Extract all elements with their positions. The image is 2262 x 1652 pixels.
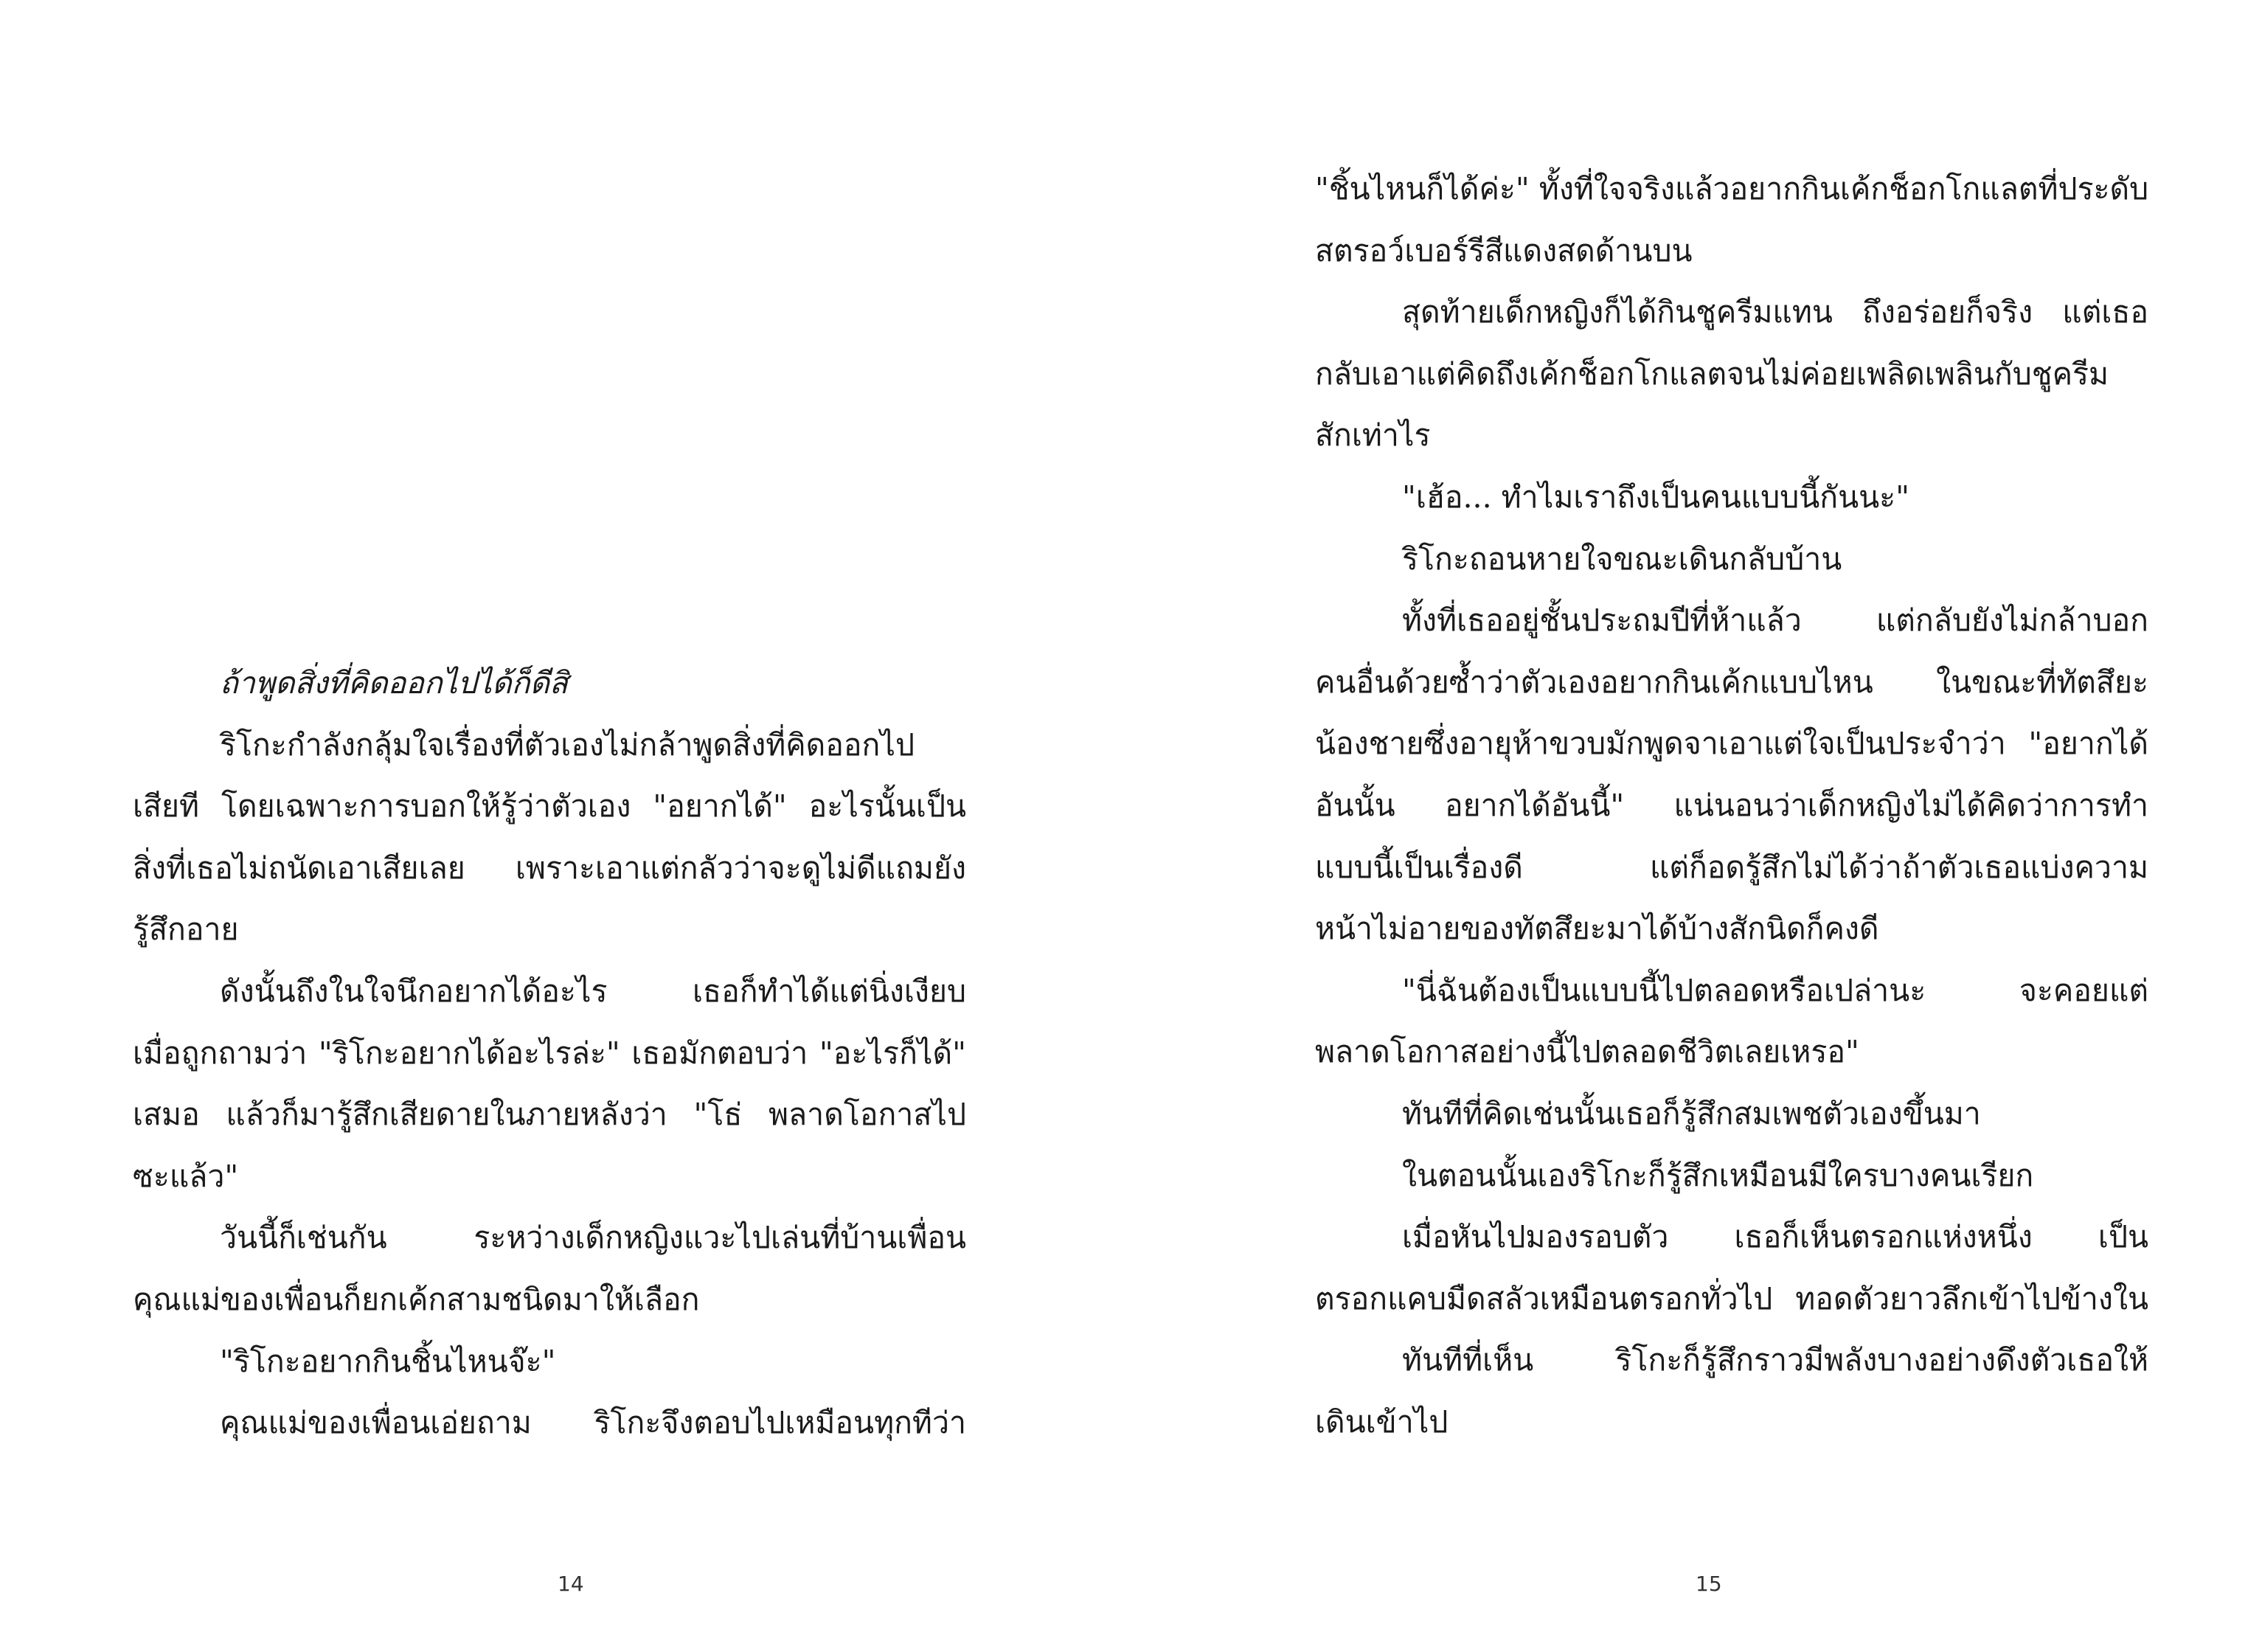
left-page-text <box>133 653 966 1454</box>
text-line: ทั้งที่เธออยู่ชั้นประถมปีที่ห้าแล้ว แต่กลับยังไม่กล้าบอก <box>1402 603 2148 639</box>
text-line: กลับเอาแต่คิดถึงเค้กช็อกโกแลตจนไม่ค่อยเพลิดเพลินกับชูครีม <box>1315 355 2109 392</box>
text-line: อันนั้น อยากได้อันนี้" แน่นอนว่าเด็กหญิงไม่ได้คิดว่าการทำ <box>1315 787 2148 823</box>
text-line: "ริโกะอยากกินชิ้นไหนจ๊ะ" <box>220 1343 556 1379</box>
text-line: เมื่อถูกถามว่า "ริโกะอยากได้อะไรล่ะ" เธอมักตอบว่า "อะไรก็ได้" <box>133 1035 966 1071</box>
text-line: เมื่อหันไปมองรอบตัว เธอก็เห็นตรอกแห่งหนึ่ง เป็น <box>1402 1219 2148 1255</box>
text-line: หน้าไม่อายของทัตสึยะมาได้บ้างสักนิดก็คงดี <box>1315 911 1879 947</box>
text-line: ทันทีที่เห็น ริโกะก็รู้สึกราวมีพลังบางอย่างดึงตัวเธอให้ <box>1402 1342 2148 1378</box>
text-line: สักเท่าไร <box>1315 417 1431 454</box>
text-line: วันนี้ก็เช่นกัน ระหว่างเด็กหญิงแวะไปเล่นที่บ้านเพื่อน <box>220 1220 966 1256</box>
text-line: น้องชายซึ่งอายุห้าขวบมักพูดจาเอาแต่ใจเป็นประจำว่า "อยากได้ <box>1315 726 2148 762</box>
text-line: ซะแล้ว" <box>133 1158 239 1194</box>
text-line: เสมอ แล้วก็มารู้สึกเสียดายในภายหลังว่า "โธ่ พลาดโอกาสไป <box>133 1097 966 1133</box>
text-line: เดินเข้าไป <box>1315 1403 1449 1440</box>
text-line: ริโกะกำลังกลุ้มใจเรื่องที่ตัวเองไม่กล้าพูดสิ่งที่คิดออกไป <box>220 726 915 763</box>
text-line: พลาดโอกาสอย่างนี้ไปตลอดชีวิตเลยเหรอ" <box>1315 1034 1859 1070</box>
text-line: "นี่ฉันต้องเป็นแบบนี้ไปตลอดหรือเปล่านะ จะคอยแต่ <box>1402 972 2148 1008</box>
text-line: คนอื่นด้วยซ้ำว่าตัวเองอยากกินเค้กแบบไหน ในขณะที่ทัตสึยะ <box>1315 664 2148 700</box>
text-line: รู้สึกอาย <box>133 912 239 948</box>
right-page <box>1131 0 2262 1652</box>
page-number: 15 <box>1696 1572 1722 1596</box>
text-line: "ชิ้นไหนก็ได้ค่ะ" ทั้งที่ใจจริงแล้วอยากกินเค้กช็อกโกแลตที่ประดับ <box>1315 171 2148 206</box>
text-line: คุณแม่ของเพื่อนก็ยกเค้กสามชนิดมาให้เลือก <box>133 1281 700 1317</box>
italic-opening-line: ถ้าพูดสิ่งที่คิดออกไปได้ก็ดีสิ <box>220 665 569 701</box>
text-line: ตรอกแคบมืดสลัวเหมือนตรอกทั่วไป ทอดตัวยาวลึกเข้าไปข้างใน <box>1315 1280 2148 1316</box>
page-number: 14 <box>558 1572 584 1596</box>
text-line: คุณแม่ของเพื่อนเอ่ยถาม ริโกะจึงตอบไปเหมือนทุกทีว่า <box>220 1405 966 1441</box>
text-line: เสียที โดยเฉพาะการบอกให้รู้ว่าตัวเอง "อยากได้" อะไรนั้นเป็น <box>133 788 966 825</box>
text-line: ดังนั้นถึงในใจนึกอยากได้อะไร เธอก็ทำได้แต่นิ่งเงียบ <box>220 973 966 1009</box>
text-line: ทันทีที่คิดเช่นนั้นเธอก็รู้สึกสมเพชตัวเองขึ้นมา <box>1402 1095 1981 1131</box>
text-line: ในตอนนั้นเองริโกะก็รู้สึกเหมือนมีใครบางคนเรียก <box>1402 1157 2034 1193</box>
text-line: แบบนี้เป็นเรื่องดี แต่ก็อดรู้สึกไม่ได้ว่าถ้าตัวเธอแบ่งความ <box>1315 849 2148 885</box>
text-line: สิ่งที่เธอไม่ถนัดเอาเสียเลย เพราะเอาแต่กลัวว่าจะดูไม่ดีแถมยัง <box>133 850 966 886</box>
right-page-text <box>1315 159 2148 1453</box>
text-line: ริโกะถอนหายใจขณะเดินกลับบ้าน <box>1402 541 1842 577</box>
text-line: สตรอว์เบอร์รีสีแดงสดด้านบน <box>1315 232 1693 268</box>
text-line: สุดท้ายเด็กหญิงก็ได้กินชูครีมแทน ถึงอร่อยก็จริง แต่เธอ <box>1402 294 2148 330</box>
text-line: "เฮ้อ... ทำไมเราถึงเป็นคนแบบนี้กันนะ" <box>1402 479 1910 515</box>
